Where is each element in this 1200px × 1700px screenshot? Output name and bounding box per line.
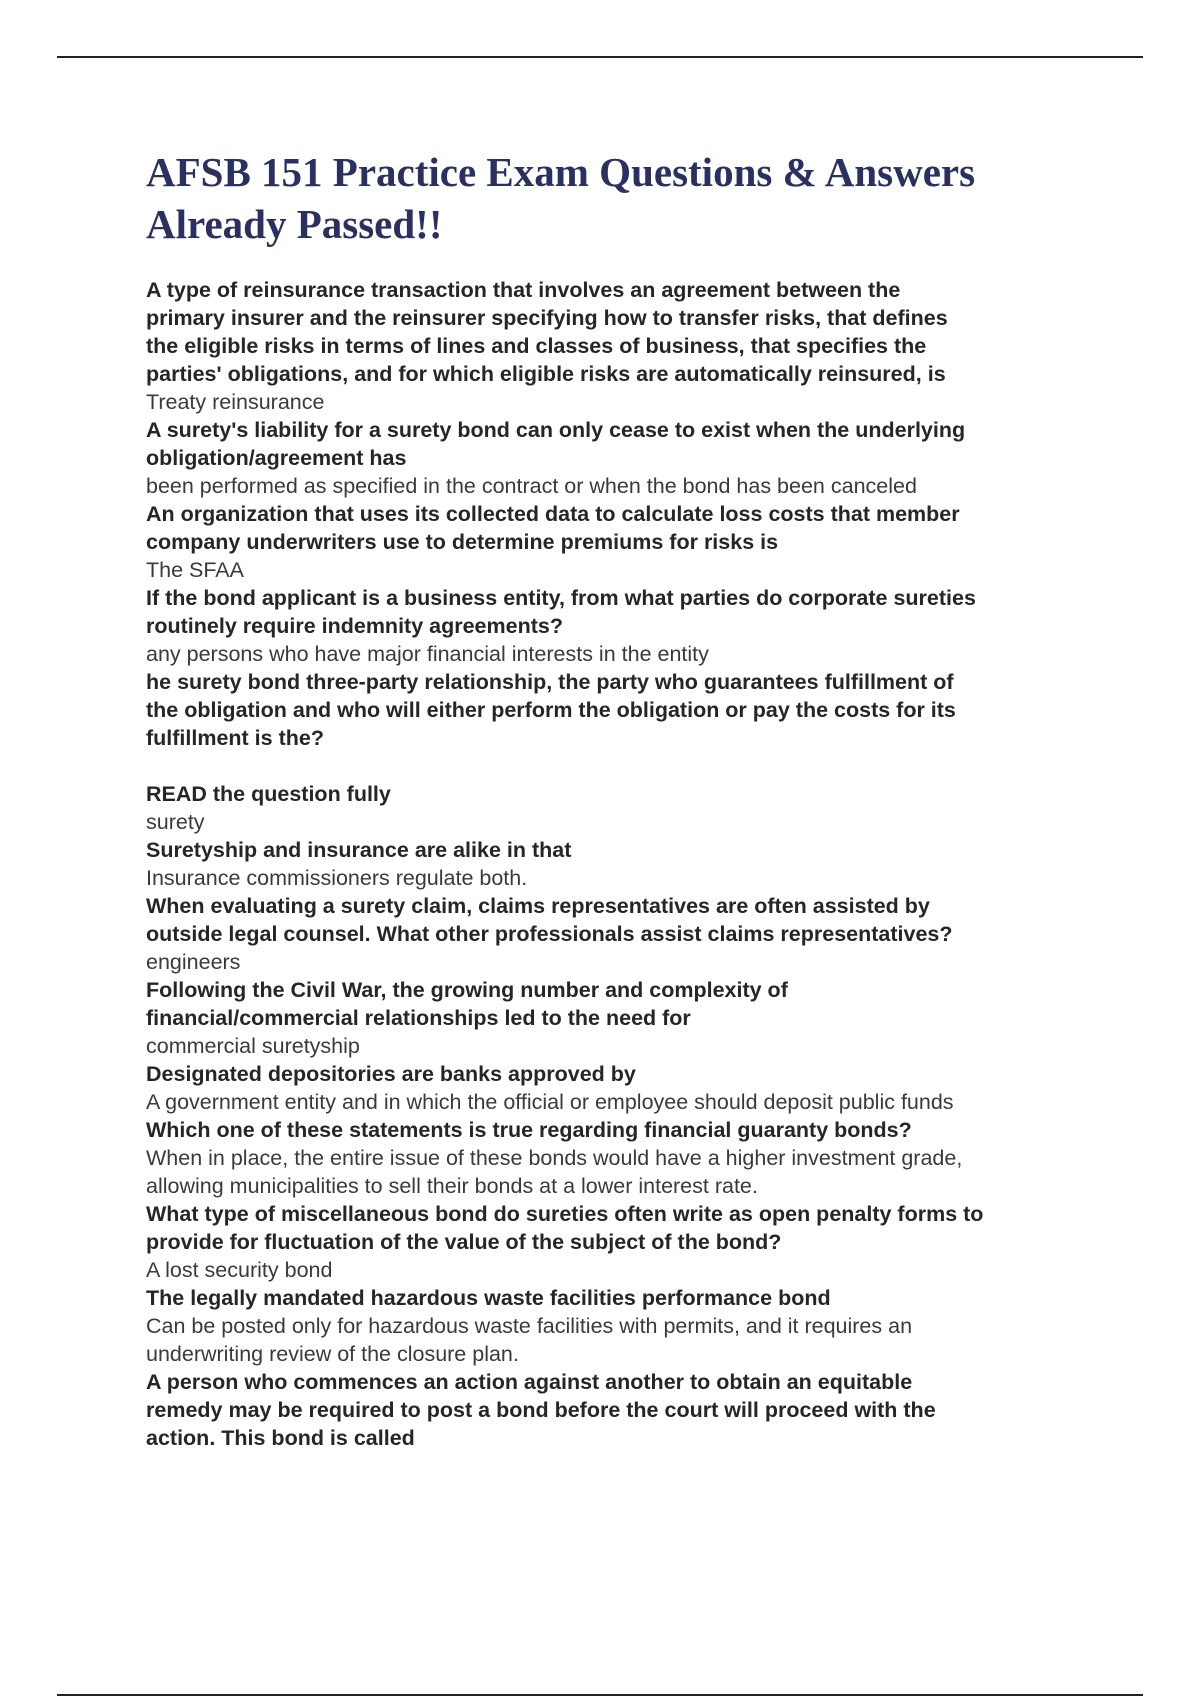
question-line: company underwriters use to determine premiums for risks is [146,530,779,554]
answer-line: underwriting review of the closure plan. [146,1342,519,1366]
answer-line: A government entity and in which the official or employee should deposit public funds [146,1090,954,1114]
page-title-line-2: Already Passed!! [146,201,443,247]
question [146,1116,1106,1144]
qa-item [146,584,1106,668]
answer-line: surety [146,810,205,834]
answer-line: any persons who have major financial interests in the entity [146,642,709,666]
qa-item [146,1060,1106,1116]
page-title-line-1: AFSB 151 Practice Exam Questions & Answers [146,149,976,195]
qa-item [146,668,1106,836]
answer [146,556,1106,584]
answer [146,1312,1106,1368]
question-line: primary insurer and the reinsurer specifying how to transfer risks, that defines [146,306,948,330]
question [146,836,1106,864]
question-line: A surety's liability for a surety bond can only cease to exist when the underlying [146,418,966,442]
qa-item [146,500,1106,584]
qa-item [146,1284,1106,1368]
question-line: parties' obligations, and for which eligible risks are automatically reinsured, is [146,362,946,386]
answer-line: engineers [146,950,241,974]
question-line: the eligible risks in terms of lines and classes of business, that specifies the [146,334,927,358]
answer [146,472,1106,500]
qa-item [146,836,1106,892]
question-line: An organization that uses its collected data to calculate loss costs that member [146,502,960,526]
question-line: action. This bond is called [146,1426,415,1450]
question-line: he surety bond three-party relationship, the party who guarantees fulfillment of [146,670,954,694]
answer-line: allowing municipalities to sell their bonds at a lower interest rate. [146,1174,758,1198]
question-line: financial/commercial relationships led to the need for [146,1006,691,1030]
question [146,584,1106,640]
answer-line: Treaty reinsurance [146,390,325,414]
question [146,892,1106,948]
question-line: provide for fluctuation of the value of the subject of the bond? [146,1230,782,1254]
qa-item [146,976,1106,1060]
question-line: obligation/agreement has [146,446,407,470]
question-line: The legally mandated hazardous waste facilities performance bond [146,1286,831,1310]
question-line: A type of reinsurance transaction that involves an agreement between the [146,278,901,302]
answer [146,1088,1106,1116]
question-line: A person who commences an action against another to obtain an equitable [146,1370,913,1394]
answer [146,1256,1106,1284]
question-line: Following the Civil War, the growing number and complexity of [146,978,788,1002]
question-line: When evaluating a surety claim, claims representatives are often assisted by [146,894,930,918]
qa-item [146,892,1106,976]
question-line: What type of miscellaneous bond do sureties often write as open penalty forms to [146,1202,984,1226]
answer-line: A lost security bond [146,1258,333,1282]
question-line: outside legal counsel. What other professionals assist claims representatives? [146,922,953,946]
question-line: Suretyship and insurance are alike in that [146,838,572,862]
answer-line: been performed as specified in the contract or when the bond has been canceled [146,474,917,498]
qa-item [146,1200,1106,1284]
footer-rule [57,1694,1143,1696]
question-line: remedy may be required to post a bond before the court will proceed with the [146,1398,936,1422]
answer [146,1032,1106,1060]
question [146,1368,1106,1452]
question-line: If the bond applicant is a business entity, from what parties do corporate sureties [146,586,976,610]
question-line: READ the question fully [146,782,391,806]
answer [146,808,1106,836]
question-line: Designated depositories are banks approved by [146,1062,636,1086]
question-line: fulfillment is the? [146,726,324,750]
page-title [146,146,1106,250]
header-rule [57,56,1143,58]
answer [146,1144,1106,1200]
question [146,500,1106,556]
question-line: routinely require indemnity agreements? [146,614,563,638]
qa-list [146,276,1106,1452]
answer [146,948,1106,976]
answer [146,864,1106,892]
answer-line: The SFAA [146,558,244,582]
question [146,416,1106,472]
answer-line: Can be posted only for hazardous waste facilities with permits, and it requires an [146,1314,913,1338]
answer [146,640,1106,668]
question [146,1284,1106,1312]
question [146,1060,1106,1088]
answer-line: commercial suretyship [146,1034,360,1058]
question-line: the obligation and who will either perform the obligation or pay the costs for its [146,698,956,722]
question [146,276,1106,388]
answer [146,388,1106,416]
qa-item [146,1116,1106,1200]
question-line: Which one of these statements is true regarding financial guaranty bonds? [146,1118,912,1142]
qa-item [146,276,1106,416]
qa-item [146,416,1106,500]
qa-item [146,1368,1106,1452]
question [146,976,1106,1032]
question-spacer [146,752,1106,780]
question [146,668,1106,808]
answer-line: When in place, the entire issue of these bonds would have a higher investment grade, [146,1146,963,1170]
question [146,1200,1106,1256]
answer-line: Insurance commissioners regulate both. [146,866,528,890]
